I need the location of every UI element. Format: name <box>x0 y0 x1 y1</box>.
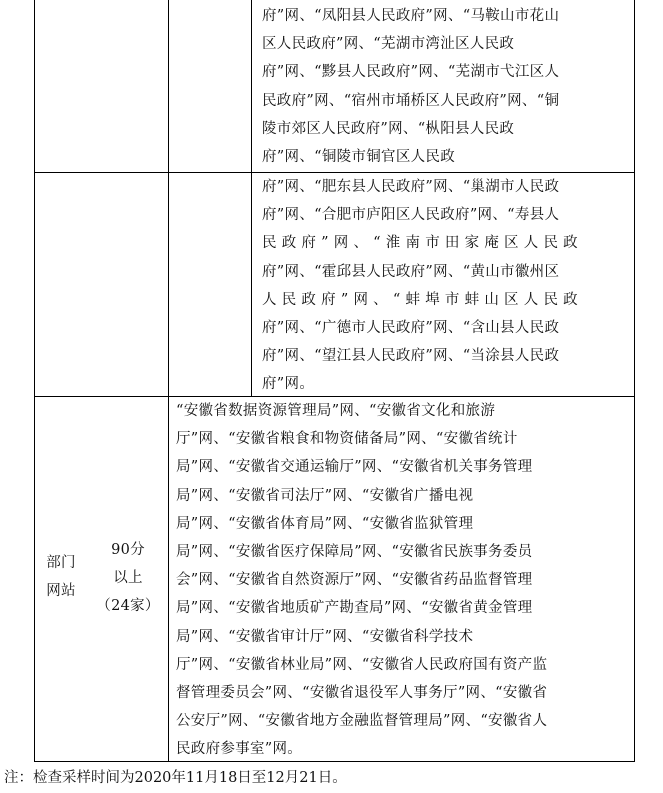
text-line: 陵市郊区人民政府”网、“枞阳县人民政 <box>262 120 515 137</box>
text-line: 民 政 府 ” 网 、 “ 淮 南 市 田 家 庵 区 人 民 政 <box>262 235 578 252</box>
text-line: 厅”网、“安徽省粮食和物资储备局”网、“安徽省统计 <box>176 431 518 448</box>
row3-category <box>34 549 88 605</box>
row3-site-list <box>176 397 547 764</box>
text-line: 局”网、“安徽省医疗保障局”网、“安徽省民族事务委员 <box>176 544 533 561</box>
text-line: 府”网、“肥东县人民政府”网、“巢湖市人民政 <box>262 179 560 195</box>
table-border-left <box>34 0 35 762</box>
footnote: 注：检查采样时间为2020年11月18日至12月21日。 <box>4 770 347 786</box>
row2-site-list <box>262 173 578 399</box>
table-col-divider-1 <box>168 0 169 762</box>
score-line: 90分 <box>111 542 145 558</box>
row3-score <box>88 536 168 621</box>
text-line: 会”网、“安徽省自然资源厅”网、“安徽省药品监督管理 <box>176 572 533 589</box>
score-line: （24家） <box>96 598 160 615</box>
text-line: 局”网、“安徽省交通运输厅”网、“安徽省机关事务管理 <box>176 459 533 476</box>
text-line: 府”网。 <box>262 376 315 393</box>
text-line: 局”网、“安徽省审计厅”网、“安徽省科学技术 <box>176 628 474 645</box>
text-line: 公安厅”网、“安徽省地方金融监督管理局”网、“安徽省人 <box>176 713 548 730</box>
category-line: 部门 <box>46 555 76 571</box>
text-line: 民政府”网、“宿州市埇桥区人民政府”网、“铜 <box>262 92 560 109</box>
text-line: “安徽省数据资源管理局”网、“安徽省文化和旅游 <box>176 403 496 419</box>
score-line: 以上 <box>113 570 143 587</box>
table-border-right <box>634 0 635 762</box>
text-line: 厅”网、“安徽省林业局”网、“安徽省人民政府国有资产监 <box>176 656 548 673</box>
text-line: 府”网、“黟县人民政府”网、“芜湖市弋江区人 <box>262 64 560 81</box>
text-line: 局”网、“安徽省司法厅”网、“安徽省广播电视 <box>176 487 474 504</box>
text-line: 区人民政府”网、“芜湖市湾沚区人民政 <box>262 36 515 53</box>
category-line: 网站 <box>46 583 76 600</box>
text-line: 民政府参事室”网。 <box>176 741 303 758</box>
text-line: 府”网、“霍邱县人民政府”网、“黄山市徽州区 <box>262 263 560 280</box>
text-line: 局”网、“安徽省体育局”网、“安徽省监狱管理 <box>176 515 474 532</box>
text-line: 府”网、“凤阳县人民政府”网、“马鞍山市花山 <box>262 8 560 24</box>
text-line: 督管理委员会”网、“安徽省退役军人事务厅”网、“安徽省 <box>176 685 548 702</box>
text-line: 局”网、“安徽省地质矿产勘查局”网、“安徽省黄金管理 <box>176 600 533 617</box>
row1-site-list <box>262 2 559 171</box>
text-line: 府”网、“望江县人民政府”网、“当涂县人民政 <box>262 348 560 365</box>
text-line: 府”网、“铜陵市铜官区人民政 <box>262 149 456 166</box>
text-line: 人 民 政 府 ” 网 、 “ 蚌 埠 市 蚌 山 区 人 民 政 <box>262 291 578 308</box>
text-line: 府”网、“广德市人民政府”网、“含山县人民政 <box>262 320 560 337</box>
table-col-divider-2 <box>251 0 252 396</box>
text-line: 府”网、“合肥市庐阳区人民政府”网、“寿县人 <box>262 207 560 224</box>
